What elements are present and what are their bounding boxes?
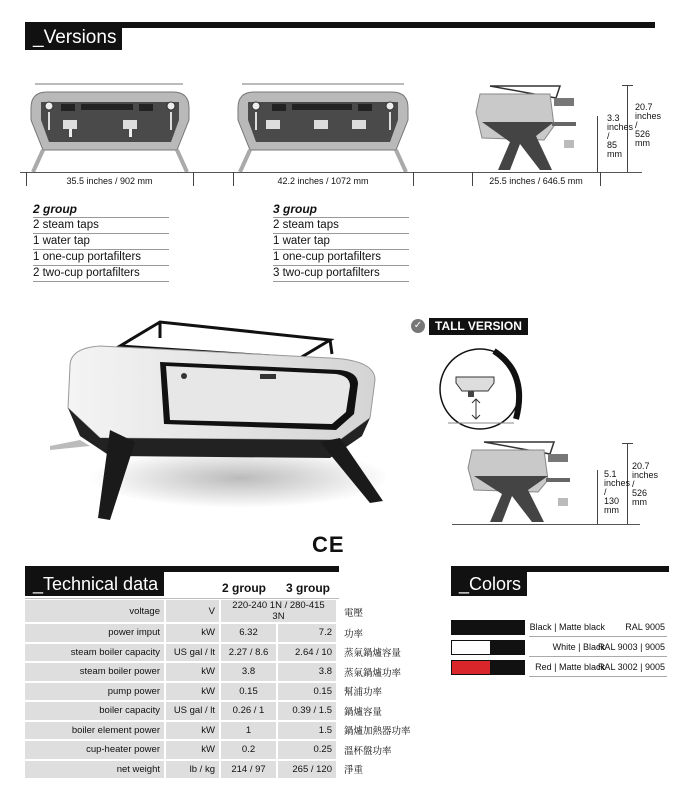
two-group-spec-list xyxy=(33,202,169,282)
checkmark-icon: ✓ xyxy=(411,319,425,333)
spec-label: steam boiler capacity xyxy=(25,643,165,663)
standard-cup-height-unit-mm: mm xyxy=(607,149,622,159)
spec-value-3group: 2.64 / 10 xyxy=(277,643,336,663)
three-group-spec-list xyxy=(273,202,409,282)
spec-value-3group: 0.39 / 1.5 xyxy=(277,701,336,721)
color-swatch-segment xyxy=(452,661,490,674)
column-header-2group: 2 group xyxy=(222,581,266,595)
spec-label-chinese: 溫杯盤功率 xyxy=(344,745,392,757)
tall-total-height-unit-mm: mm xyxy=(632,497,647,507)
table-row xyxy=(25,721,416,741)
table-row xyxy=(25,662,416,682)
spec-unit: US gal / lt xyxy=(165,643,220,663)
color-ral-code: RAL 9005 xyxy=(625,622,665,632)
two-group-title: 2 group xyxy=(33,202,169,218)
spec-value-3group: 265 / 120 xyxy=(277,760,336,780)
ce-mark: CE xyxy=(312,532,345,557)
color-row-divider xyxy=(529,636,667,637)
three-group-width-label: 42.2 inches / 1072 mm xyxy=(277,176,369,186)
spec-unit: kW xyxy=(165,740,220,760)
list-item: 3 two-cup portafilters xyxy=(273,266,409,282)
standard-total-height-value-mm: 526 xyxy=(635,129,651,139)
standard-cup-height-unit-imperial: inches xyxy=(607,122,634,132)
tall-total-height-top-tick xyxy=(622,443,633,444)
machine-side-standard xyxy=(470,82,580,174)
spec-unit: kW xyxy=(165,721,220,741)
spec-value-2group: 1 xyxy=(220,721,277,741)
tall-baseline xyxy=(452,524,640,525)
color-row-divider xyxy=(529,656,667,657)
versions-title: _Versions xyxy=(25,26,122,50)
standard-cup-height-separator: / xyxy=(607,131,610,141)
spec-label: pump power xyxy=(25,682,165,702)
standard-cup-height-value-mm: 85 xyxy=(607,140,618,150)
tall-total-height-value: 20.7 xyxy=(632,461,650,471)
color-option-red xyxy=(451,660,667,675)
spec-unit: US gal / lt xyxy=(165,701,220,721)
depth-label: 25.5 inches / 646.5 mm xyxy=(489,176,583,186)
spec-value-merged: 220-240 1N / 280-415 3N xyxy=(220,600,336,623)
color-name: Red | Matte black xyxy=(535,662,605,672)
machine-front-3group xyxy=(232,80,414,176)
table-row xyxy=(25,623,416,643)
list-item: 1 water tap xyxy=(273,234,409,250)
width-3group-tick-right xyxy=(413,172,414,186)
color-swatch xyxy=(451,620,525,635)
table-row xyxy=(25,643,416,663)
spec-unit: V xyxy=(165,600,220,623)
spec-value-3group: 7.2 xyxy=(277,623,336,643)
spec-label: boiler element power xyxy=(25,721,165,741)
machine-front-2group xyxy=(25,80,195,176)
spec-label-chinese: 蒸氣鍋爐容量 xyxy=(344,648,402,660)
standard-total-height-unit-imperial: inches xyxy=(635,111,662,121)
spec-value-3group: 3.8 xyxy=(277,662,336,682)
technical-data-table xyxy=(25,600,416,780)
spec-value-2group: 6.32 xyxy=(220,623,277,643)
colors-title: _Colors xyxy=(451,572,527,596)
cup-height-dimension-line xyxy=(597,116,598,173)
table-row xyxy=(25,760,416,780)
spec-label: net weight xyxy=(25,760,165,780)
list-item: 2 two-cup portafilters xyxy=(33,266,169,282)
list-item: 2 steam taps xyxy=(273,218,409,234)
spec-unit: kW xyxy=(165,623,220,643)
spec-label-chinese: 幫浦功率 xyxy=(344,687,383,699)
spec-label: cup-heater power xyxy=(25,740,165,760)
tall-cup-height-unit-mm: mm xyxy=(604,505,619,515)
color-swatch-segment xyxy=(490,621,524,634)
machine-side-tall xyxy=(462,440,577,524)
spec-label-chinese: 電壓 xyxy=(344,607,364,619)
column-header-underline xyxy=(25,598,339,599)
spec-label: steam boiler power xyxy=(25,662,165,682)
tall-detail-circle xyxy=(436,343,528,435)
standard-total-height-separator: / xyxy=(635,120,638,130)
tall-cup-height-separator: / xyxy=(604,487,607,497)
color-row-divider xyxy=(529,676,667,677)
technical-data-title: _Technical data xyxy=(25,572,164,596)
tall-cup-height-value-mm: 130 xyxy=(604,496,620,506)
spec-label-chinese: 鍋爐容量 xyxy=(344,706,383,718)
spec-label-chinese: 淨重 xyxy=(344,765,364,777)
spec-label: boiler capacity xyxy=(25,701,165,721)
spec-value-2group: 3.8 xyxy=(220,662,277,682)
tall-total-height-unit-imperial: inches xyxy=(632,470,659,480)
table-row xyxy=(25,600,416,623)
table-row xyxy=(25,682,416,702)
list-item: 2 steam taps xyxy=(33,218,169,234)
machine-hero-render xyxy=(40,318,385,528)
spec-unit: kW xyxy=(165,662,220,682)
width-2group-tick-right xyxy=(193,172,194,186)
tall-cup-height-line xyxy=(597,470,598,525)
standard-cup-height-value: 3.3 xyxy=(607,113,620,123)
spec-unit: kW xyxy=(165,682,220,702)
color-name: Black | Matte black xyxy=(529,622,605,632)
spec-value-3group: 1.5 xyxy=(277,721,336,741)
tall-cup-height-value: 5.1 xyxy=(604,469,617,479)
color-swatch-segment xyxy=(452,641,490,654)
spec-label-chinese: 蒸氣鍋爐功率 xyxy=(344,667,402,679)
tall-version-label: TALL VERSION xyxy=(429,318,528,335)
versions-baseline xyxy=(20,172,642,173)
table-row xyxy=(25,701,416,721)
spec-unit: lb / kg xyxy=(165,760,220,780)
standard-total-height-unit-mm: mm xyxy=(635,138,650,148)
tall-total-height-value-mm: 526 xyxy=(632,488,648,498)
total-height-top-tick xyxy=(622,85,633,86)
color-swatch-segment xyxy=(452,621,490,634)
spec-label: power imput xyxy=(25,623,165,643)
tall-total-height-separator: / xyxy=(632,479,635,489)
list-item: 1 one-cup portafilters xyxy=(273,250,409,266)
spec-value-3group: 0.15 xyxy=(277,682,336,702)
color-option-white xyxy=(451,640,667,655)
table-row xyxy=(25,740,416,760)
spec-value-2group: 0.15 xyxy=(220,682,277,702)
depth-tick-right xyxy=(600,172,601,186)
color-swatch-segment xyxy=(490,661,524,674)
standard-total-height-value: 20.7 xyxy=(635,102,653,112)
spec-value-3group: 0.25 xyxy=(277,740,336,760)
color-name: White | Black xyxy=(552,642,605,652)
spec-value-2group: 0.26 / 1 xyxy=(220,701,277,721)
spec-value-2group: 214 / 97 xyxy=(220,760,277,780)
spec-label: voltage xyxy=(25,600,165,623)
list-item: 1 water tap xyxy=(33,234,169,250)
color-ral-code: RAL 3002 | 9005 xyxy=(597,662,665,672)
color-swatch xyxy=(451,660,525,675)
color-ral-code: RAL 9003 | 9005 xyxy=(597,642,665,652)
column-header-3group: 3 group xyxy=(286,581,330,595)
color-swatch-segment xyxy=(490,641,524,654)
color-swatch xyxy=(451,640,525,655)
spec-label-chinese: 功率 xyxy=(344,628,364,640)
spec-value-2group: 2.27 / 8.6 xyxy=(220,643,277,663)
standard-total-height-label xyxy=(635,103,669,148)
spec-value-2group: 0.2 xyxy=(220,740,277,760)
color-option-black xyxy=(451,620,667,635)
tall-cup-height-unit-imperial: inches xyxy=(604,478,631,488)
list-item: 1 one-cup portafilters xyxy=(33,250,169,266)
two-group-width-label: 35.5 inches / 902 mm xyxy=(66,176,153,186)
three-group-title: 3 group xyxy=(273,202,409,218)
spec-label-chinese: 鍋爐加熱器功率 xyxy=(344,726,411,738)
tall-total-height-label xyxy=(632,462,666,507)
